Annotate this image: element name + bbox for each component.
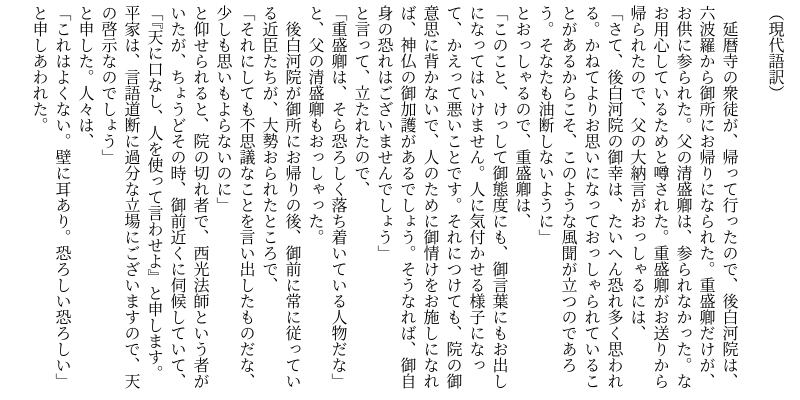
paragraph: と言って、立たれたので、 (352, 5, 369, 197)
paragraph: と仰せられると、院の切れ者で、西光法師という者がいたが、ちょうどその時、御前近くに伺候していて、 (168, 5, 208, 389)
page-title: （現代語訳） (766, 5, 783, 101)
paragraph: 「それにしても不思議なことを言い出したものだな、少しも思いもよらないのに」 (214, 5, 254, 389)
paragraph: 「さて、後白河院の御幸は、たいへん恐れ多く思われる。かねてよりお思いになっておっしゃられていることがあるからこそ、このような風聞が立つのであろう。そなたも油断しないように」 (536, 5, 622, 389)
paragraph: 延暦寺の衆徒が、帰って行ったので、後白河院は、六波羅から御所にお帰りになられた。重盛卿だけが、お供に参られた。父の清盛卿は、参られなかった。なお用心しているためと噂された。重盛卿がお送りから帰られたので、父の大納言がおっしゃるには、 (628, 5, 737, 389)
paragraph: と、父の清盛卿もおっしゃった。 (306, 5, 323, 245)
paragraph: 後白河院が御所にお帰りの後、御前に常に従っている近臣たちが、大勢おられたところで、 (260, 5, 300, 389)
paragraph: と申しあわれた。 (30, 5, 47, 133)
paragraph: と申した。人々は、 (76, 5, 93, 149)
paragraph: 「このこと、けっして御態度にも、御言葉にもお出しになってはいけません。人に気付かせる様子になって、かえって悪いことです。それにつけても、院の御意思に背かないで、人のために御情けをお施しになれば、神仏の御加護があるでしょう。そうなれば、御自身の恐れはございませんでしょう」 (375, 5, 507, 389)
paragraph: 「重盛卿は、そら恐ろしく落ち着いている人物だな」 (329, 5, 346, 389)
paragraph: 「『天に口なし、人を使って言わせよ』と申します。平家は、言語道断に過分な立場にございますので、天の啓示なのでしょう」 (99, 5, 162, 389)
paragraph: とおっしゃるので、重盛卿は、 (513, 5, 530, 229)
paragraph: 「これはよくない。壁に耳あり。恐ろしい恐ろしい」 (53, 5, 70, 389)
